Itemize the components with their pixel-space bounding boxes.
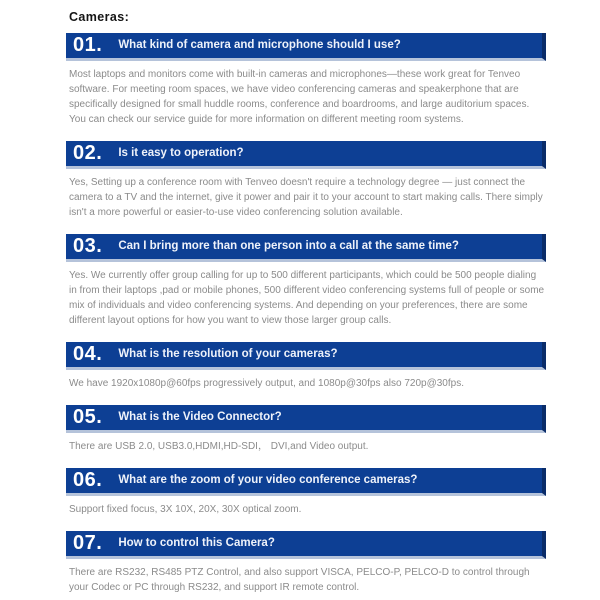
question-text: What kind of camera and microphone should I use? — [118, 38, 401, 51]
question-text: What is the Video Connector? — [118, 410, 282, 423]
question-bar-3 — [66, 234, 546, 262]
question-bar-5 — [66, 405, 546, 433]
page-title: Cameras: — [69, 10, 130, 24]
question-number: 03. — [73, 235, 103, 257]
question-text: Is it easy to operation? — [118, 146, 244, 159]
question-bar-2 — [66, 141, 546, 169]
question-number: 04. — [73, 343, 103, 365]
question-number: 05. — [73, 406, 103, 428]
faq-item-2 — [66, 141, 546, 220]
question-number: 01. — [73, 34, 103, 56]
answer-text: Yes. We currently offer group calling for up to 500 different participants, which could be 500 people dialing in from their laptops ,pad or mobile phones, 500 different video conferencing systems full of people or some mix of individuals and video conferencing systems. And depending on your preferences, there are some different layout options for how you want to view those larger group calls. — [69, 270, 545, 326]
question-bar-1 — [66, 33, 546, 61]
question-bar-7 — [66, 531, 546, 559]
question-number: 06. — [73, 469, 103, 491]
answer-text: There are USB 2.0, USB3.0,HDMI,HD-SDI， DVI,and Video output. — [69, 441, 369, 452]
question-bar-4 — [66, 342, 546, 370]
answer-text: Most laptops and monitors come with built-in cameras and microphones—these work great for Tenveo software. For meeting room spaces, we have video conferencing cameras and speakerphone that are specifically designed for small huddle rooms, conference and boardrooms, and large auditorium spaces. You can check our service guide for more information on different meeting room systems. — [69, 69, 530, 125]
faq-item-3 — [66, 234, 546, 328]
question-text: What are the zoom of your video conference cameras? — [118, 473, 418, 486]
answer-text: We have 1920x1080p@60fps progressively output, and 1080p@30fps also 720p@30fps. — [69, 378, 464, 389]
faq-item-7 — [66, 531, 546, 595]
question-text: Can I bring more than one person into a call at the same time? — [118, 239, 459, 252]
faq-item-5 — [66, 405, 546, 454]
answer-text: Yes, Setting up a conference room with Tenveo doesn't require a technology degree — just connect the camera to a TV and the internet, give it power and pair it to your account to start making calls. There simply isn't a more powerful or easier-to-use video conferencing solution available. — [69, 177, 543, 218]
question-number: 02. — [73, 142, 103, 164]
answer-text: Support fixed focus, 3X 10X, 20X, 30X optical zoom. — [69, 504, 302, 515]
question-number: 07. — [73, 532, 103, 554]
faq-item-4 — [66, 342, 546, 391]
faq-item-6 — [66, 468, 546, 517]
question-bar-6 — [66, 468, 546, 496]
question-text: What is the resolution of your cameras? — [118, 347, 338, 360]
answer-text: There are RS232, RS485 PTZ Control, and also support VISCA, PELCO-P, PELCO-D to control through your Codec or PC through RS232, and support IR remote control. — [69, 567, 530, 593]
question-text: How to control this Camera? — [118, 536, 275, 549]
faq-item-1 — [66, 33, 546, 127]
